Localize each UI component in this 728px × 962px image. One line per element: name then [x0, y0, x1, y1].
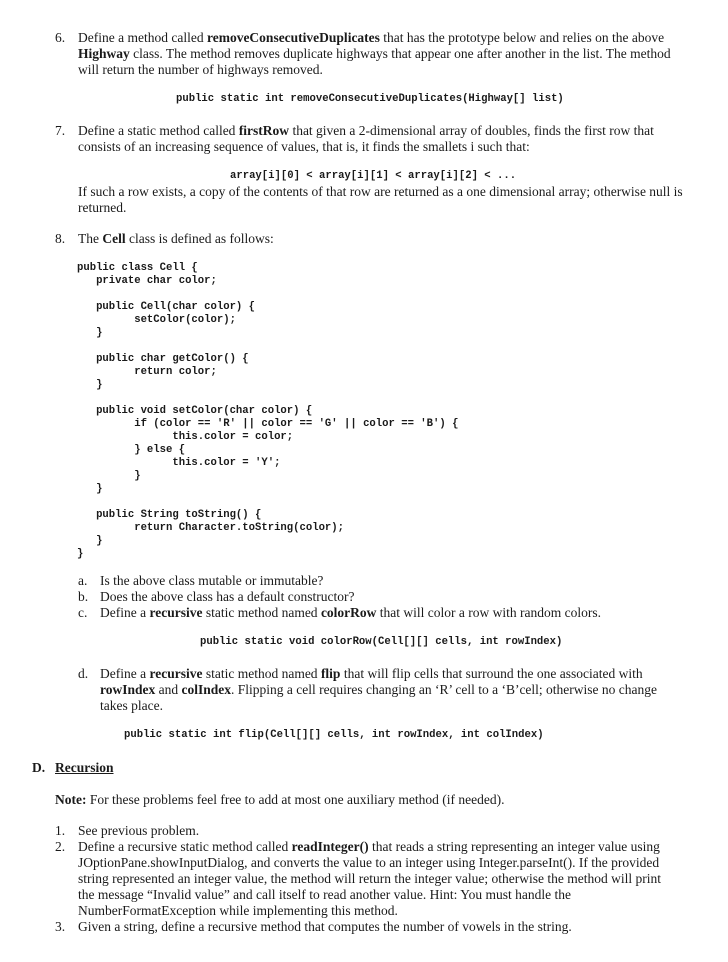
q6-text-3: class. The method removes duplicate highways that appear one after another in the list. The method will return the number of highways removed. [78, 46, 671, 77]
q8c-text-2: static method named [202, 605, 321, 620]
q6-method-name: removeConsecutiveDuplicates [206, 30, 380, 45]
d-item-2-method-name: readInteger() [291, 839, 369, 854]
q7-number: 7. [55, 123, 66, 138]
code-line: public String toString() { [77, 509, 262, 521]
code-line: } [77, 327, 103, 339]
code-line: setColor(color); [77, 314, 236, 326]
q7-text-1: Define a static method called [78, 123, 239, 138]
section-d-note [55, 792, 695, 808]
code-line: if (color == 'R' || color == 'G' || color == 'B') { [77, 418, 459, 430]
q8d-colindex: colIndex [181, 682, 232, 697]
q7-condition: array[i][0] < array[i][1] < array[i][2] < ... [230, 170, 517, 182]
section-d-label: D. [32, 760, 46, 775]
code-line: } [77, 483, 103, 495]
q7-result-text: If such a row exists, a copy of the contents of that row are returned as a one dimensional array; otherwise null is returned. [78, 184, 683, 215]
q7-text-3 [78, 184, 690, 216]
q8d-rowindex: rowIndex [100, 682, 156, 697]
code-line: return Character.toString(color); [77, 522, 345, 534]
q6-text [78, 30, 686, 78]
code-line: } [77, 379, 103, 391]
q8-text-2: class is defined as follows: [125, 231, 274, 246]
q8c-text-3: that will color a row with random colors. [376, 605, 601, 620]
code-line: this.color = 'Y'; [77, 457, 281, 469]
d-item-3-number: 3. [55, 919, 66, 934]
note-label: Note: [55, 792, 87, 807]
q8d-text-3: that will flip cells that surround the one associated with [340, 666, 643, 681]
code-line: return color; [77, 366, 217, 378]
q8d-text [100, 666, 684, 714]
code-line: this.color = color; [77, 431, 294, 443]
code-line: } else { [77, 444, 186, 456]
code-line: private char color; [77, 275, 217, 287]
q7-text-2: that given a 2-dimensional array of doubles, finds the first row that consists of an increasing sequence of values, that is, it finds the smallets i such that: [78, 123, 654, 154]
q8d-text-4: and [155, 682, 182, 697]
code-line: public class Cell { [77, 262, 198, 274]
q6-number: 6. [55, 30, 66, 45]
d-item-1-text: See previous problem. [78, 823, 200, 838]
q8d-prototype: public static int flip(Cell[][] cells, int rowIndex, int colIndex) [124, 729, 544, 741]
d-item-2-text-2: that reads a string representing an integer value using JOptionPane.showInputDialog, and converts the value to an integer using Integer.parseInt(). If the provided string represented an integer value, the method will return the integer value; otherwise the method will print the message “Invalid value” and call itself to read another value. Hint: You must handle the NumberFormatException while implementing this method. [78, 839, 661, 918]
q8d-text-1: Define a [100, 666, 150, 681]
note-text: For these problems feel free to add at most one auxiliary method (if needed). [86, 792, 505, 807]
code-line: public char getColor() { [77, 353, 249, 365]
q8c-method-name: colorRow [320, 605, 377, 620]
section-d-title: Recursion [55, 760, 114, 775]
q8a-text: Is the above class mutable or immutable? [100, 573, 324, 588]
q8c-text [100, 605, 690, 621]
q6-class-name: Highway [78, 46, 130, 61]
q8c-prototype: public static void colorRow(Cell[][] cells, int rowIndex) [200, 636, 563, 648]
cell-class-code [77, 262, 459, 560]
q8c-text-1: Define a [100, 605, 150, 620]
q8-text [78, 231, 678, 247]
code-line: } [77, 535, 103, 547]
d-item-2-text-1: Define a recursive static method called [78, 839, 292, 854]
q8b-label: b. [78, 589, 89, 604]
q6-prototype: public static int removeConsecutiveDuplicates(Highway[] list) [176, 93, 564, 105]
q8d-recursive: recursive [149, 666, 203, 681]
code-line: public Cell(char color) { [77, 301, 256, 313]
code-line: public void setColor(char color) { [77, 405, 313, 417]
q8c-recursive: recursive [149, 605, 203, 620]
code-line: } [77, 548, 84, 560]
code-line: } [77, 470, 141, 482]
d-item-2-text [78, 839, 678, 919]
q8a-label: a. [78, 573, 88, 588]
q8d-text-2: static method named [202, 666, 321, 681]
q8d-text-5: . Flipping a cell requires changing an ‘R’ cell to a ‘B’cell; otherwise no change takes place. [100, 682, 658, 713]
q8c-label: c. [78, 605, 88, 620]
q7-method-name: firstRow [238, 123, 290, 138]
q7-text [78, 123, 686, 155]
q8-number: 8. [55, 231, 66, 246]
d-item-3-text: Given a string, define a recursive method that computes the number of vowels in the string. [78, 919, 572, 934]
q8-text-1: The [78, 231, 103, 246]
d-item-1-number: 1. [55, 823, 66, 838]
q8-class-name: Cell [102, 231, 126, 246]
q6-text-2: that has the prototype below and relies on the above [379, 30, 665, 45]
q8b-text: Does the above class has a default constructor? [100, 589, 355, 604]
d-item-2-number: 2. [55, 839, 66, 854]
q8d-label: d. [78, 666, 89, 681]
q6-text-1: Define a method called [78, 30, 207, 45]
q8d-method-name: flip [320, 666, 341, 681]
